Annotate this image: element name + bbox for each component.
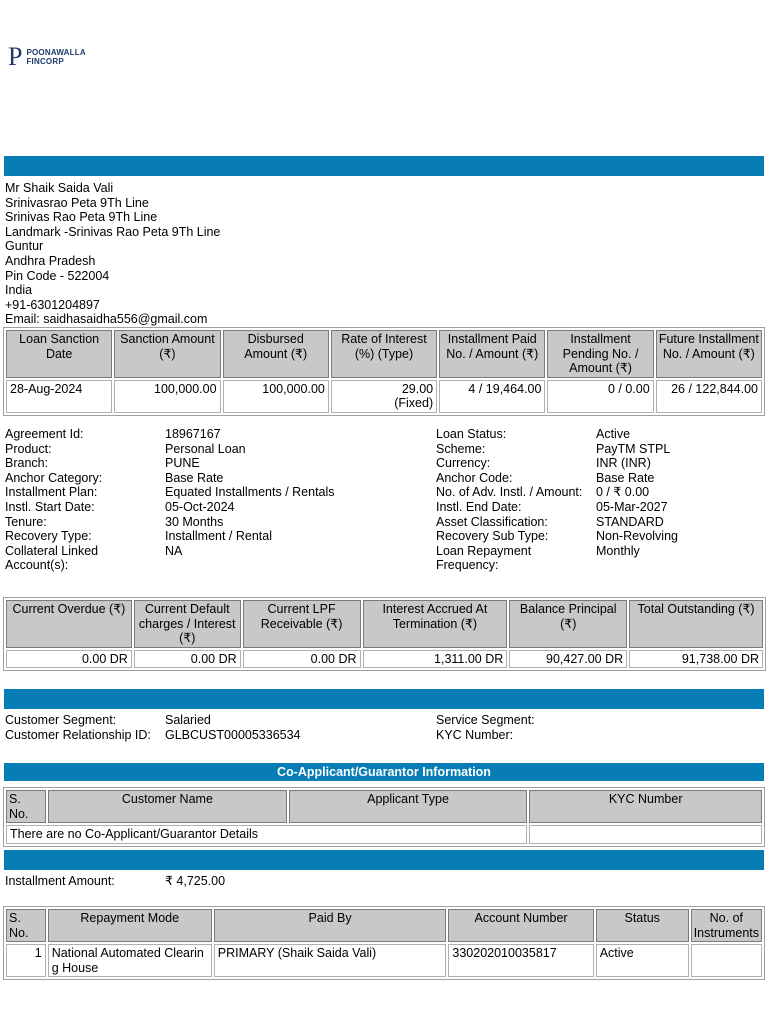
address-line: Email: saidhasaidha556@gmail.com <box>5 312 208 327</box>
dues-table <box>3 597 766 671</box>
detail-label: Customer Segment: <box>5 713 117 727</box>
detail-value: 05-Oct-2024 <box>165 499 235 514</box>
col-header: Repayment Mode <box>48 909 212 942</box>
section-bar-segment <box>4 689 764 709</box>
logo-line2: FINCORP <box>26 57 64 66</box>
table-row <box>6 380 762 413</box>
cell: 100,000.00 <box>114 380 220 413</box>
detail-value: Salaried <box>165 713 211 727</box>
col-header: Installment Pending No. / Amount (₹) <box>547 330 653 378</box>
col-header: No. of Instruments <box>691 909 762 942</box>
details-right <box>436 427 678 573</box>
detail-label: Recovery Type: <box>5 529 92 544</box>
cell: Active <box>596 944 689 977</box>
customer-address <box>5 181 220 327</box>
detail-label: Recovery Sub Type: <box>436 529 549 544</box>
col-header: Disbursed Amount (₹) <box>223 330 329 378</box>
detail-value: ₹ 4,725.00 <box>165 874 226 888</box>
col-header: Rate of Interest (%) (Type) <box>331 330 437 378</box>
address-line: Andhra Pradesh <box>5 253 96 268</box>
col-header: Future Installment No. / Amount (₹) <box>656 330 762 378</box>
detail-value: 30 Months <box>165 514 224 529</box>
col-header: KYC Number <box>529 790 762 823</box>
address-line: Srinivasrao Peta 9Th Line <box>5 195 149 210</box>
col-header: Loan Sanction Date <box>6 330 112 378</box>
logo-mark: P <box>8 42 23 71</box>
detail-value: INR (INR) <box>596 456 651 471</box>
detail-label: No. of Adv. Instl. / Amount: <box>436 485 583 500</box>
repayment-table <box>3 906 765 980</box>
coapplicant-title-bar: Co-Applicant/Guarantor Information <box>4 763 764 781</box>
detail-label: Customer Relationship ID: <box>5 727 151 742</box>
coapplicant-table <box>3 787 765 847</box>
detail-label: Product: <box>5 441 52 456</box>
address-line: +91-6301204897 <box>5 297 100 312</box>
segment-right <box>436 713 596 742</box>
detail-value: 05-Mar-2027 <box>596 499 668 514</box>
address-line: Pin Code - 522004 <box>5 268 110 283</box>
detail-value: PUNE <box>165 456 200 471</box>
cell: 90,427.00 DR <box>509 650 627 669</box>
detail-label: Service Segment: <box>436 713 535 727</box>
table-row <box>6 650 763 669</box>
detail-value: 0 / ₹ 0.00 <box>596 485 650 500</box>
table-row <box>6 944 762 977</box>
col-header: S. No. <box>6 909 46 942</box>
cell: 0.00 DR <box>134 650 241 669</box>
detail-label: Branch: <box>5 456 49 471</box>
address-line: Landmark -Srinivas Rao Peta 9Th Line <box>5 224 221 239</box>
logo-line1: POONAWALLA <box>26 48 86 57</box>
table-row <box>6 825 762 844</box>
address-line: Srinivas Rao Peta 9Th Line <box>5 210 158 225</box>
cell: 0.00 DR <box>6 650 132 669</box>
company-logo <box>8 44 86 70</box>
detail-label: Agreement Id: <box>5 427 84 441</box>
loan-summary-table <box>3 327 765 416</box>
col-header: Customer Name <box>48 790 287 823</box>
detail-value: Base Rate <box>596 470 655 485</box>
detail-value: STANDARD <box>596 514 664 529</box>
col-header: Current Overdue (₹) <box>6 600 132 648</box>
cell <box>691 944 762 977</box>
detail-label: Instl. End Date: <box>436 499 522 514</box>
detail-label: Collateral Linked Account(s): <box>5 543 99 573</box>
detail-value: 18967167 <box>165 427 221 441</box>
detail-label: Scheme: <box>436 441 486 456</box>
col-header: Total Outstanding (₹) <box>629 600 763 648</box>
detail-value: Active <box>596 427 631 441</box>
address-line: Guntur <box>5 239 44 254</box>
col-header: Current LPF Receivable (₹) <box>243 600 361 648</box>
col-header: Account Number <box>448 909 593 942</box>
col-header: Current Default charges / Interest (₹) <box>134 600 241 648</box>
col-header: Status <box>596 909 689 942</box>
detail-label: Installment Amount: <box>5 874 115 888</box>
detail-value: Personal Loan <box>165 441 246 456</box>
detail-label: KYC Number: <box>436 727 514 742</box>
cell: 0.00 DR <box>243 650 361 669</box>
cell: 4 / 19,464.00 <box>439 380 545 413</box>
detail-label: Instl. Start Date: <box>5 499 95 514</box>
detail-label: Loan Status: <box>436 427 507 441</box>
detail-label: Tenure: <box>5 514 47 529</box>
details-left <box>5 427 335 573</box>
col-header: S. No. <box>6 790 46 823</box>
cell: National Automated Clearing House <box>48 944 212 977</box>
detail-value: Equated Installments / Rentals <box>165 485 335 500</box>
cell: 0 / 0.00 <box>547 380 653 413</box>
detail-label: Loan Repayment Frequency: <box>436 543 532 573</box>
detail-value: Non-Revolving <box>596 529 678 544</box>
col-header: Sanction Amount (₹) <box>114 330 220 378</box>
cell: 28-Aug-2024 <box>6 380 112 413</box>
detail-value: GLBCUST00005336534 <box>165 727 301 742</box>
col-header: Installment Paid No. / Amount (₹) <box>439 330 545 378</box>
empty-message: There are no Co-Applicant/Guarantor Details <box>6 825 527 844</box>
cell: 100,000.00 <box>223 380 329 413</box>
detail-label: Asset Classification: <box>436 514 548 529</box>
detail-label: Currency: <box>436 456 491 471</box>
cell: PRIMARY (Shaik Saida Vali) <box>214 944 447 977</box>
detail-value: PayTM STPL <box>596 441 671 456</box>
cell <box>529 825 762 844</box>
detail-value: Installment / Rental <box>165 529 272 544</box>
installment-amount <box>5 874 225 889</box>
cell: 1,311.00 DR <box>363 650 508 669</box>
cell: 29.00 (Fixed) <box>331 380 437 413</box>
col-header: Paid By <box>214 909 447 942</box>
detail-label: Anchor Category: <box>5 470 103 485</box>
cell: 1 <box>6 944 46 977</box>
section-bar-repayment <box>4 850 764 870</box>
col-header: Balance Principal (₹) <box>509 600 627 648</box>
col-header: Applicant Type <box>289 790 528 823</box>
address-line: India <box>5 283 33 298</box>
cell: 330202010035817 <box>448 944 593 977</box>
detail-value: Base Rate <box>165 470 224 485</box>
detail-value: NA <box>165 543 183 558</box>
section-bar-customer <box>4 156 764 176</box>
col-header: Interest Accrued At Termination (₹) <box>363 600 508 648</box>
cell: 91,738.00 DR <box>629 650 763 669</box>
cell: 26 / 122,844.00 <box>656 380 762 413</box>
segment-left <box>5 713 301 742</box>
detail-value: Monthly <box>596 543 640 558</box>
address-line: Mr Shaik Saida Vali <box>5 181 114 195</box>
detail-label: Installment Plan: <box>5 485 98 500</box>
detail-label: Anchor Code: <box>436 470 513 485</box>
